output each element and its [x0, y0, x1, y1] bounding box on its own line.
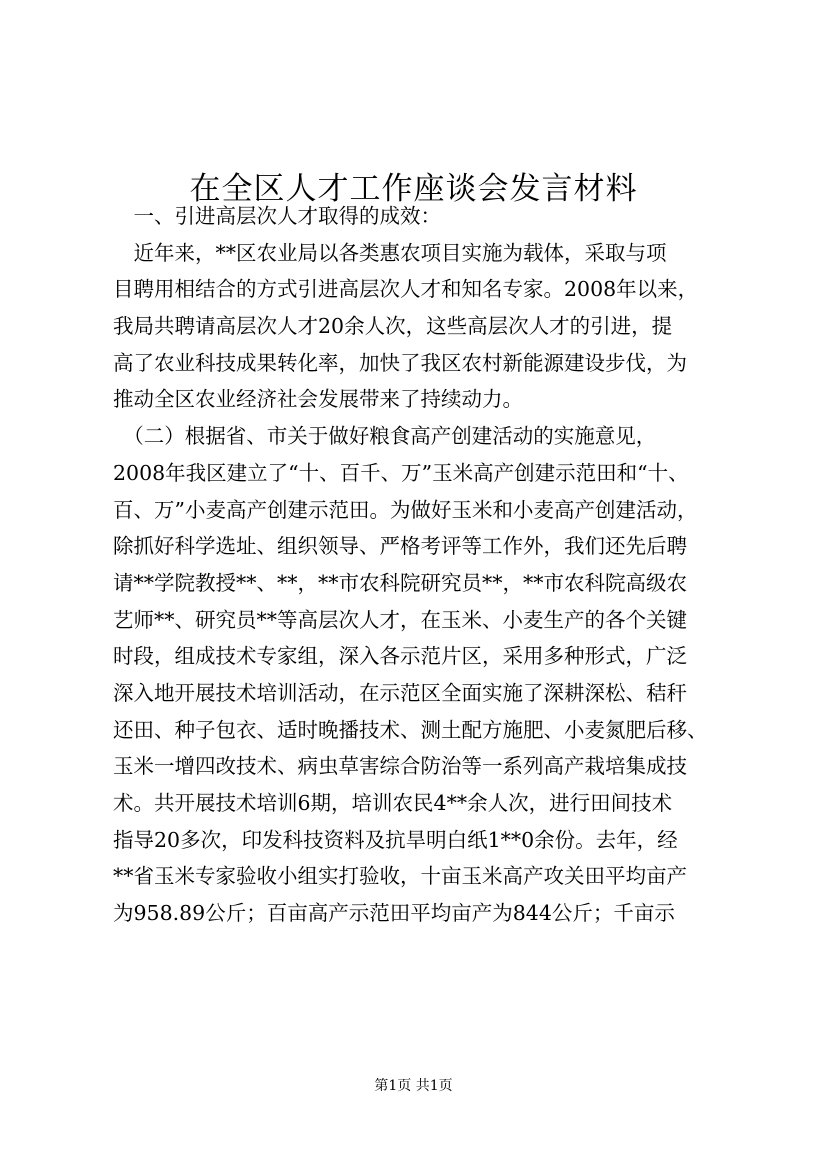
page-footer: 第1页 共1页: [374, 1078, 453, 1094]
body-line: 除抓好科学选址、组织领导、严格考评等工作外，我们还先后聘: [113, 534, 687, 559]
body-line: 时段，组成技术专家组，深入各示范片区，采用多种形式，广泛: [113, 644, 687, 669]
body-line: 一、引进高层次人才取得的成效：: [113, 204, 441, 228]
body-line: 为958.89公斤；百亩高产示范田平均亩产为844公斤；千亩示: [113, 901, 675, 926]
body-line: 深入地开展技术培训活动，在示范区全面实施了深耕深松、秸秆: [113, 680, 687, 705]
body-line: （二）根据省、市关于做好粮食高产创建活动的实施意见，: [113, 424, 657, 449]
body-line: 我局共聘请高层次人才20余人次，这些高层次人才的引进，提: [113, 314, 673, 339]
document-title: 在全区人才工作座谈会发言材料: [189, 170, 638, 207]
body-line: 艺师**、研究员**等高层次人才，在玉米、小麦生产的各个关键: [113, 607, 687, 632]
body-line: 推动全区农业经济社会发展带来了持续动力。: [113, 387, 523, 412]
body-line: 还田、种子包衣、适时晚播技术、测土配方施肥、小麦氮肥后移、: [113, 717, 708, 742]
body-line: 指导20多次，印发科技资料及抗旱明白纸1**0余份。去年，经: [113, 827, 678, 852]
body-line: 请**学院教授**、**，**市农科院研究员**，**市农科院高级农: [113, 570, 687, 595]
body-line: 2008年我区建立了“十、百千、万”玉米高产创建示范田和“十、: [113, 460, 689, 485]
body-line: 术。共开展技术培训6期，培训农民4**余人次，进行田间技术: [113, 791, 673, 815]
body-line: 高了农业科技成果转化率，加快了我区农村新能源建设步伐，为: [113, 350, 687, 375]
body-line: **省玉米专家验收小组实打验收，十亩玉米高产攻关田平均亩产: [113, 864, 687, 889]
body-line: 近年来，**区农业局以各类惠农项目实施为载体，采取与项: [113, 240, 667, 265]
body-line: 百、万”小麦高产创建示范田。为做好玉米和小麦高产创建活动，: [113, 497, 698, 522]
body-line: 玉米一增四改技术、病虫草害综合防治等一系列高产栽培集成技: [113, 754, 687, 779]
document-body: [113, 198, 728, 932]
body-line: 目聘用相结合的方式引进高层次人才和知名专家。2008年以来，: [113, 277, 699, 302]
